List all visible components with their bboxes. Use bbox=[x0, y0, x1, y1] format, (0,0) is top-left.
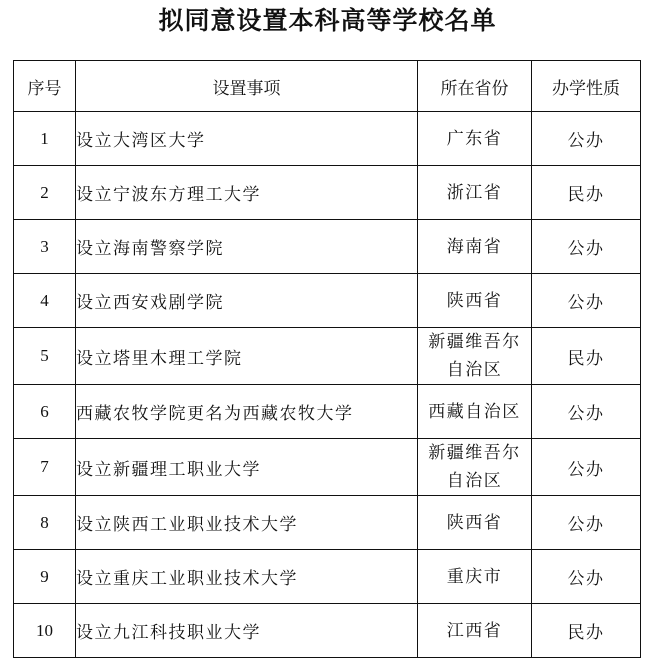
table-row bbox=[14, 166, 641, 220]
table-row bbox=[14, 604, 641, 658]
schools-table bbox=[13, 60, 641, 658]
row-type: 公办 bbox=[532, 274, 641, 328]
table-row bbox=[14, 220, 641, 274]
row-province: 陕西省 bbox=[418, 496, 532, 550]
header-type: 办学性质 bbox=[532, 61, 641, 112]
row-province: 重庆市 bbox=[418, 550, 532, 604]
table-body bbox=[14, 112, 641, 658]
row-province: 新疆维吾尔 自治区 bbox=[418, 439, 532, 496]
row-province: 新疆维吾尔 自治区 bbox=[418, 328, 532, 385]
table-row bbox=[14, 385, 641, 439]
header-number: 序号 bbox=[14, 61, 76, 112]
document-title: 拟同意设置本科高等学校名单 bbox=[158, 6, 497, 35]
row-number: 9 bbox=[14, 550, 76, 604]
row-type: 公办 bbox=[532, 112, 641, 166]
table-row bbox=[14, 328, 641, 385]
table-header-row bbox=[14, 61, 641, 112]
table-row bbox=[14, 274, 641, 328]
row-item: 设立海南警察学院 bbox=[76, 220, 418, 274]
table-row bbox=[14, 496, 641, 550]
row-province: 江西省 bbox=[418, 604, 532, 658]
row-type: 公办 bbox=[532, 439, 641, 496]
row-province: 浙江省 bbox=[418, 166, 532, 220]
table-row bbox=[14, 112, 641, 166]
row-number: 6 bbox=[14, 385, 76, 439]
table-row bbox=[14, 550, 641, 604]
row-type: 公办 bbox=[532, 220, 641, 274]
row-number: 4 bbox=[14, 274, 76, 328]
row-item: 设立重庆工业职业技术大学 bbox=[76, 550, 418, 604]
row-number: 7 bbox=[14, 439, 76, 496]
row-number: 1 bbox=[14, 112, 76, 166]
row-item: 设立西安戏剧学院 bbox=[76, 274, 418, 328]
row-type: 民办 bbox=[532, 604, 641, 658]
row-item: 设立塔里木理工学院 bbox=[76, 328, 418, 385]
row-item: 设立九江科技职业大学 bbox=[76, 604, 418, 658]
row-type: 民办 bbox=[532, 166, 641, 220]
row-item: 设立大湾区大学 bbox=[76, 112, 418, 166]
row-item: 设立宁波东方理工大学 bbox=[76, 166, 418, 220]
row-number: 8 bbox=[14, 496, 76, 550]
header-province: 所在省份 bbox=[418, 61, 532, 112]
row-type: 公办 bbox=[532, 550, 641, 604]
row-province: 西藏自治区 bbox=[418, 385, 532, 439]
row-type: 民办 bbox=[532, 328, 641, 385]
row-number: 3 bbox=[14, 220, 76, 274]
row-item: 设立新疆理工职业大学 bbox=[76, 439, 418, 496]
row-type: 公办 bbox=[532, 385, 641, 439]
row-province: 海南省 bbox=[418, 220, 532, 274]
row-type: 公办 bbox=[532, 496, 641, 550]
table-row bbox=[14, 439, 641, 496]
row-province: 陕西省 bbox=[418, 274, 532, 328]
row-number: 10 bbox=[14, 604, 76, 658]
row-number: 5 bbox=[14, 328, 76, 385]
header-item: 设置事项 bbox=[76, 61, 418, 112]
row-item: 设立陕西工业职业技术大学 bbox=[76, 496, 418, 550]
row-province: 广东省 bbox=[418, 112, 532, 166]
row-item: 西藏农牧学院更名为西藏农牧大学 bbox=[76, 385, 418, 439]
row-number: 2 bbox=[14, 166, 76, 220]
